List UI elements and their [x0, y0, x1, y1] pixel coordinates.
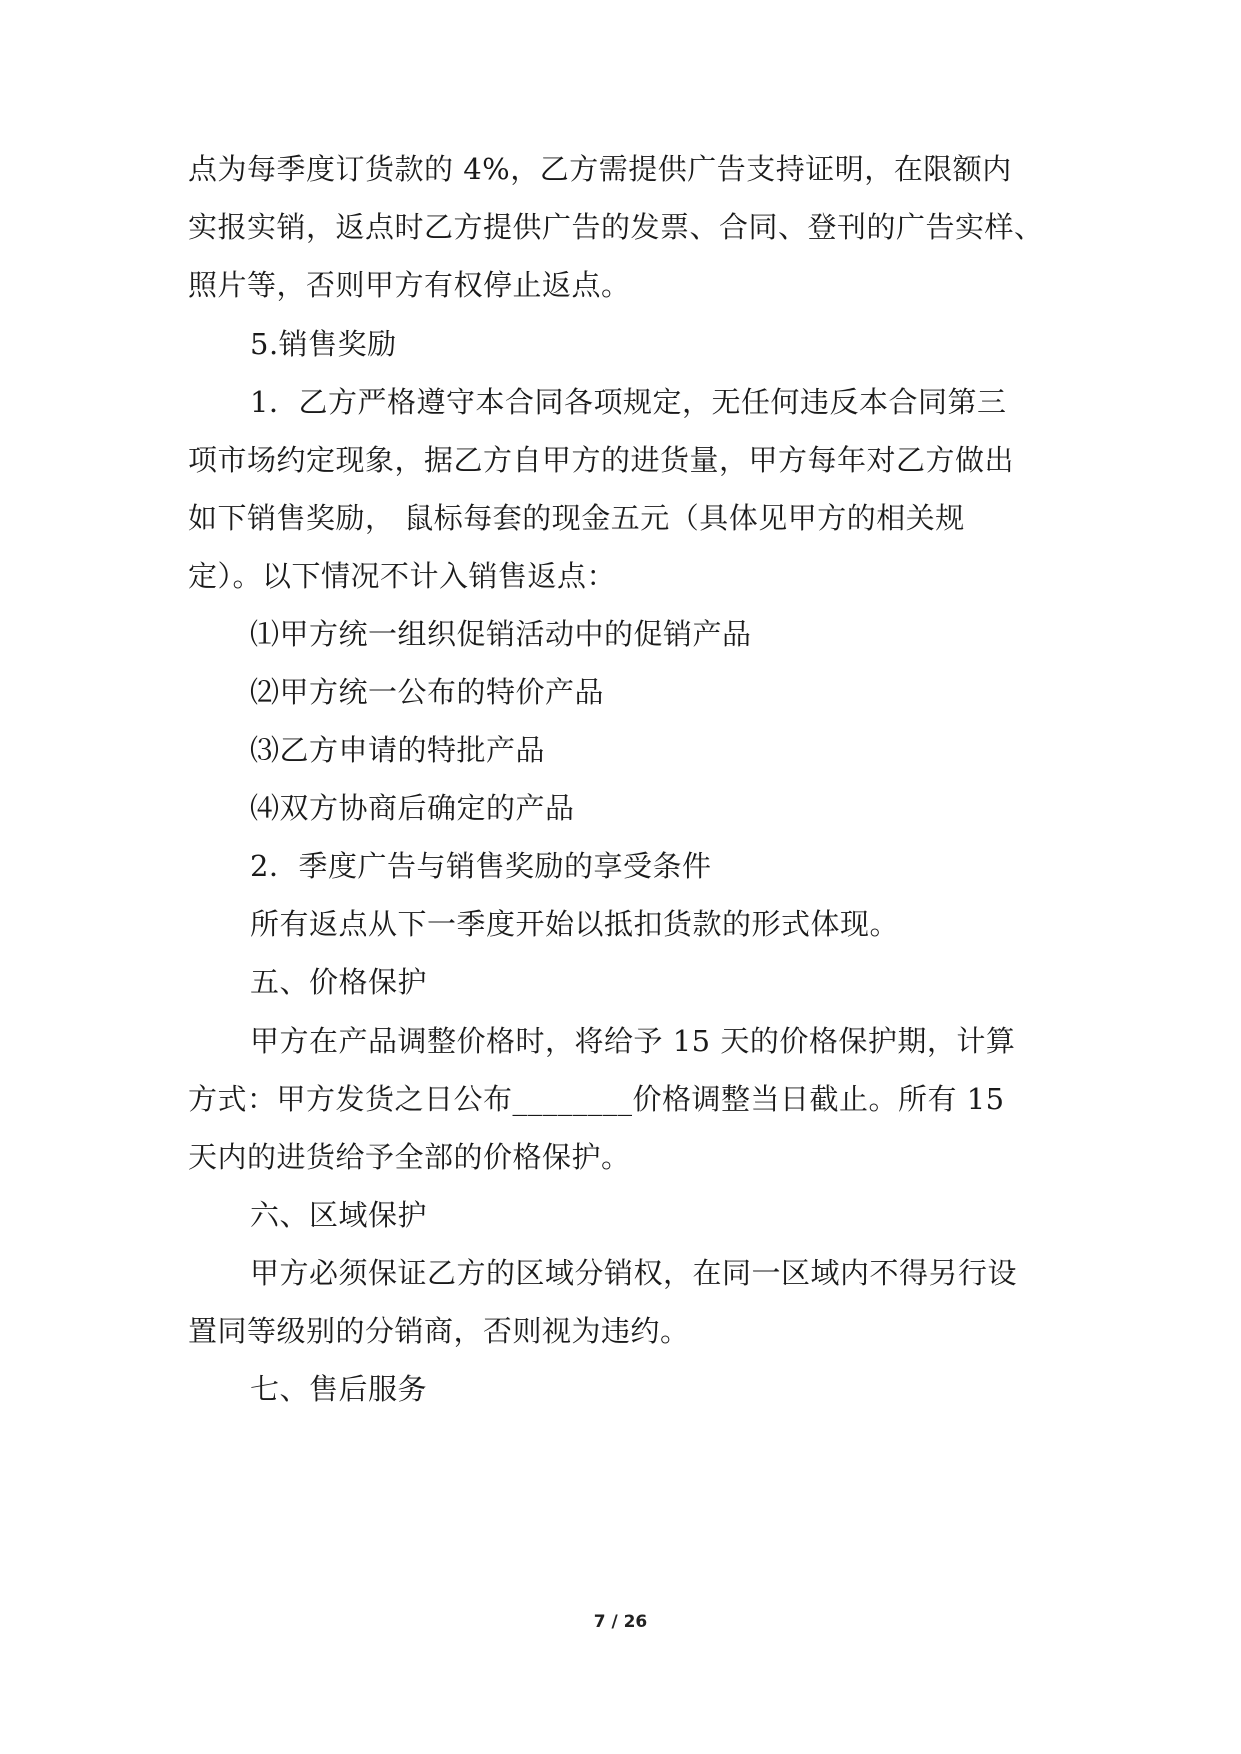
- list-item: ⑶乙方申请的特批产品: [250, 733, 546, 767]
- list-item: ⑵甲方统一公布的特价产品: [250, 675, 605, 709]
- section-heading: 六、区域保护: [250, 1198, 428, 1232]
- paragraph-line: 甲方在产品调整价格时，将给予 15 天的价格保护期，计算: [250, 1024, 1016, 1058]
- paragraph-line: 天内的进货给予全部的价格保护。: [188, 1140, 631, 1174]
- paragraph-line: 定）。以下情况不计入销售返点：: [188, 559, 617, 593]
- list-item: ⑷双方协商后确定的产品: [250, 791, 575, 825]
- list-item: ⑴甲方统一组织促销活动中的促销产品: [250, 617, 752, 651]
- section-heading: 5.销售奖励: [250, 327, 397, 361]
- paragraph-line: 项市场约定现象，据乙方自甲方的进货量，甲方每年对乙方做出: [188, 443, 1015, 477]
- paragraph-line: 方式：甲方发货之日公布________价格调整当日截止。所有 15: [188, 1082, 1005, 1116]
- paragraph-line: 如下销售奖励， 鼠标每套的现金五元（具体见甲方的相关规: [188, 501, 965, 535]
- paragraph-line: 照片等，否则甲方有权停止返点。: [188, 268, 631, 302]
- paragraph-line: 实报实销，返点时乙方提供广告的发票、合同、登刊的广告实样、: [188, 210, 1044, 244]
- paragraph-line: 点为每季度订货款的 4%，乙方需提供广告支持证明，在限额内: [188, 152, 1012, 186]
- paragraph-line: 甲方必须保证乙方的区域分销权，在同一区域内不得另行设: [250, 1256, 1018, 1290]
- paragraph-line: 所有返点从下一季度开始以抵扣货款的形式体现。: [250, 907, 900, 941]
- paragraph-line: 置同等级别的分销商，否则视为违约。: [188, 1314, 690, 1348]
- paragraph-line: 2．季度广告与销售奖励的享受条件: [250, 849, 712, 883]
- page-number: 7 / 26: [593, 1612, 648, 1632]
- section-heading: 五、价格保护: [250, 965, 428, 999]
- section-heading: 七、售后服务: [250, 1372, 428, 1406]
- paragraph-line: 1．乙方严格遵守本合同各项规定，无任何违反本合同第三: [250, 385, 1007, 419]
